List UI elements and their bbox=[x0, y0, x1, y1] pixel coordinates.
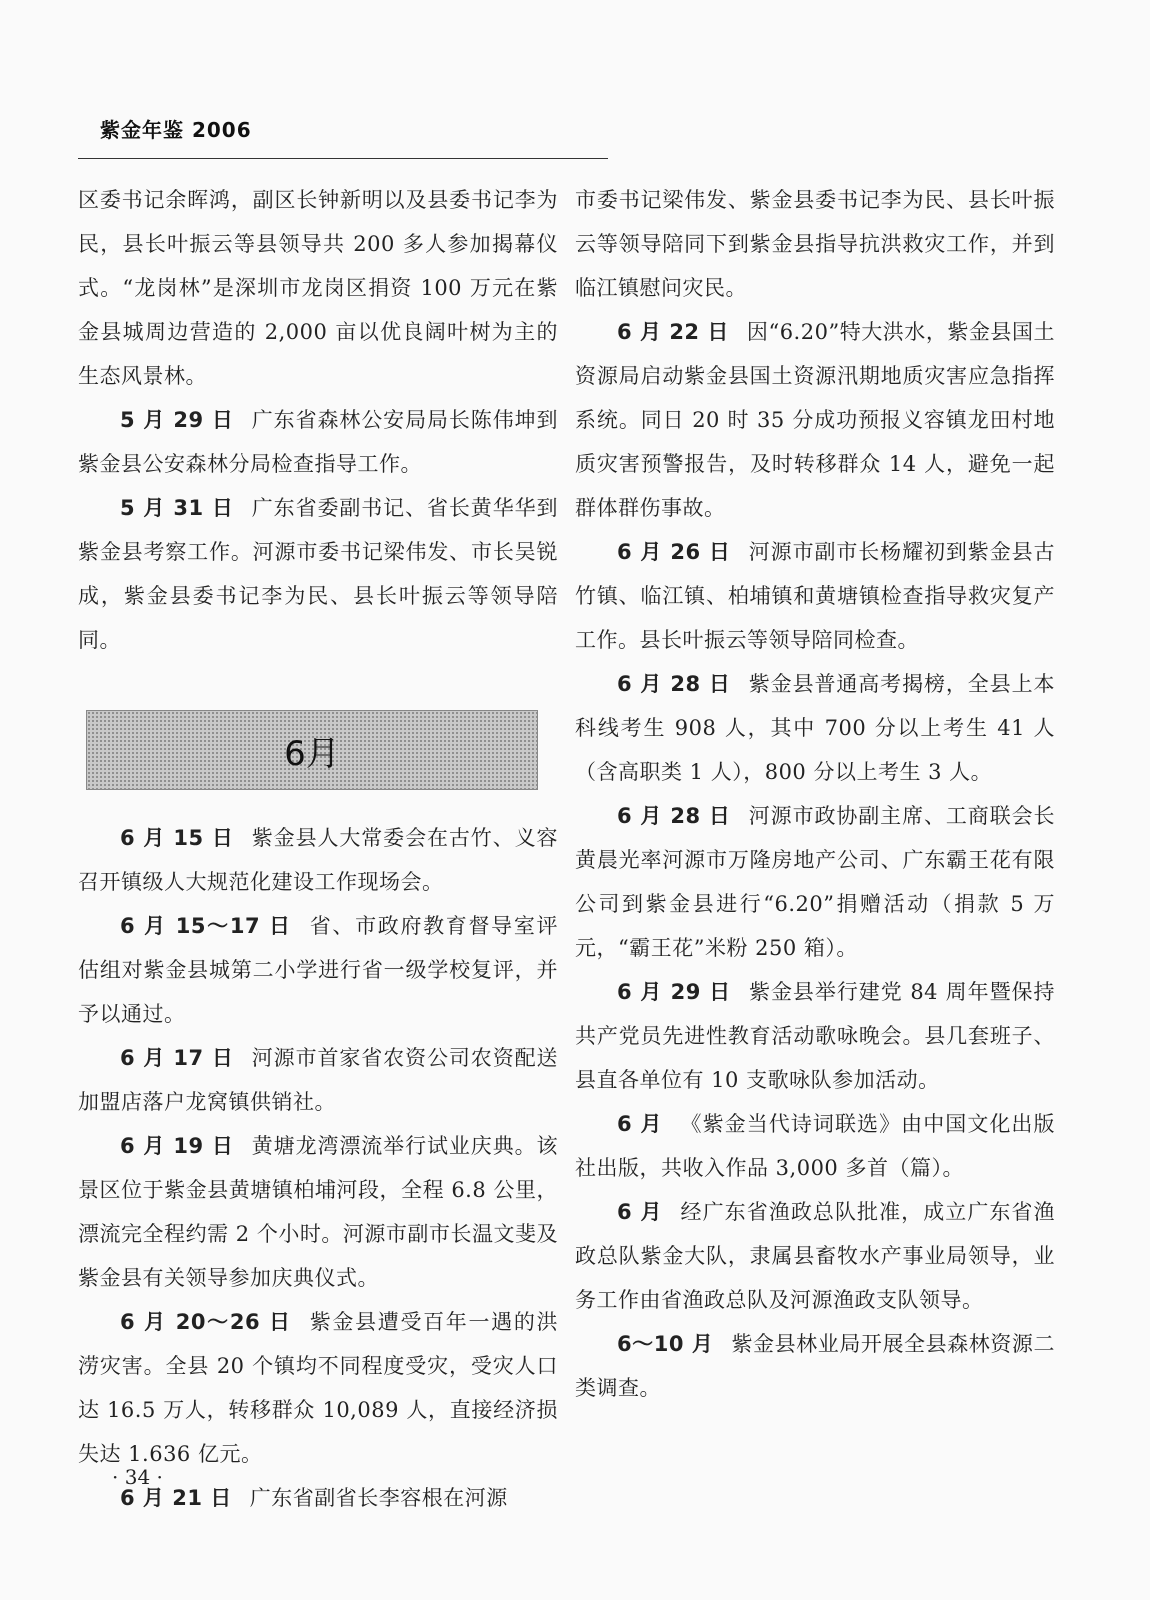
chronicle-entry bbox=[78, 816, 558, 904]
entry-date: 6 月 15 日 bbox=[120, 826, 234, 850]
entry-text: 河源市政协副主席、工商联会长黄晨光率河源市万隆房地产公司、广东霸王花有限公司到紫金县进行“6.20”捐赠活动（捐款 5 万元，“霸王花”米粉 250 箱）。 bbox=[575, 804, 1055, 960]
chronicle-entry bbox=[78, 486, 558, 662]
entry-text: 紫金县林业局开展全县森林资源二类调查。 bbox=[575, 1332, 1055, 1400]
entry-text: 省、市政府教育督导室评估组对紫金县城第二小学进行省一级学校复评，并予以通过。 bbox=[78, 914, 558, 1026]
entry-date: 6 月 28 日 bbox=[617, 804, 731, 828]
entry-text: 经广东省渔政总队批准，成立广东省渔政总队紫金大队，隶属县畜牧水产事业局领导，业务工作由省渔政总队及河源渔政支队领导。 bbox=[575, 1200, 1055, 1312]
entry-date: 6 月 15～17 日 bbox=[120, 914, 292, 938]
entry-date: 6 月 bbox=[617, 1112, 663, 1136]
entry-date: 6 月 22 日 bbox=[617, 320, 729, 344]
entry-text: 紫金县举行建党 84 周年暨保持共产党员先进性教育活动歌咏晚会。县几套班子、县直各单位有 10 支歌咏队参加活动。 bbox=[575, 980, 1055, 1092]
page-number: · 34 · bbox=[112, 1465, 163, 1489]
month-heading: 6月 bbox=[284, 733, 340, 774]
chronicle-entry bbox=[575, 530, 1055, 662]
continued-paragraph: 区委书记余晖鸿，副区长钟新明以及县委书记李为民，县长叶振云等县领导共 200 多人参加揭幕仪式。“龙岗林”是深圳市龙岗区捐资 100 万元在紫金县城周边营造的 2,000 亩以优良阔叶树为主的生态风景林。 bbox=[78, 188, 558, 388]
chronicle-entry bbox=[78, 1124, 558, 1300]
entry-text: 《紫金当代诗词联选》由中国文化出版社出版，共收入作品 3,000 多首（篇）。 bbox=[575, 1112, 1055, 1180]
entry-text: 河源市首家省农资公司农资配送加盟店落户龙窝镇供销社。 bbox=[78, 1046, 558, 1114]
entry-date: 6 月 28 日 bbox=[617, 672, 731, 696]
entry-date: 5 月 31 日 bbox=[120, 496, 234, 520]
entry-date: 6 月 29 日 bbox=[617, 980, 732, 1004]
entry-text: 广东省副省长李容根在河源 bbox=[249, 1486, 508, 1510]
continued-paragraph: 市委书记梁伟发、紫金县委书记李为民、县长叶振云等领导陪同下到紫金县指导抗洪救灾工作，并到临江镇慰问灾民。 bbox=[575, 188, 1055, 300]
entry-text: 广东省森林公安局局长陈伟坤到紫金县公安森林分局检查指导工作。 bbox=[78, 408, 558, 476]
running-header bbox=[78, 110, 608, 159]
entry-text: 紫金县遭受百年一遇的洪涝灾害。全县 20 个镇均不同程度受灾，受灾人口达 16.5 万人，转移群众 10,089 人，直接经济损失达 1.636 亿元。 bbox=[78, 1310, 558, 1466]
entry-text: 黄塘龙湾漂流举行试业庆典。该景区位于紫金县黄塘镇柏埔河段，全程 6.8 公里，漂流完全程约需 2 个小时。河源市副市长温文斐及紫金县有关领导参加庆典仪式。 bbox=[78, 1134, 558, 1290]
chronicle-entry bbox=[575, 1322, 1055, 1410]
right-column bbox=[575, 178, 1055, 1410]
left-column bbox=[78, 178, 558, 1520]
entry-date: 6 月 bbox=[617, 1200, 663, 1224]
entry-date: 6 月 26 日 bbox=[617, 540, 731, 564]
entry-text: 紫金县人大常委会在古竹、义容召开镇级人大规范化建设工作现场会。 bbox=[78, 826, 558, 894]
chronicle-entry bbox=[575, 970, 1055, 1102]
chronicle-entry bbox=[575, 1102, 1055, 1190]
chronicle-entry bbox=[575, 662, 1055, 794]
chronicle-entry bbox=[575, 794, 1055, 970]
chronicle-entry bbox=[78, 1036, 558, 1124]
month-heading-banner bbox=[86, 710, 538, 790]
yearbook-title: 紫金年鉴 2006 bbox=[100, 118, 252, 142]
entry-date: 6 月 19 日 bbox=[120, 1134, 234, 1158]
chronicle-entry bbox=[78, 398, 558, 486]
entry-text: 因“6.20”特大洪水，紫金县国土资源局启动紫金县国土资源汛期地质灾害应急指挥系统。同日 20 时 35 分成功预报义容镇龙田村地质灾害预警报告，及时转移群众 14 人，避免一起群体群伤事故。 bbox=[575, 320, 1055, 520]
entry-date: 6 月 17 日 bbox=[120, 1046, 234, 1070]
chronicle-entry bbox=[78, 1300, 558, 1476]
entry-text: 河源市副市长杨耀初到紫金县古竹镇、临江镇、柏埔镇和黄塘镇检查指导救灾复产工作。县长叶振云等领导陪同检查。 bbox=[575, 540, 1055, 652]
entry-date: 6～10 月 bbox=[617, 1332, 714, 1356]
entry-date: 6 月 20～26 日 bbox=[120, 1310, 292, 1334]
entry-text: 广东省委副书记、省长黄华华到紫金县考察工作。河源市委书记梁伟发、市长吴锐成，紫金县委书记李为民、县长叶振云等领导陪同。 bbox=[78, 496, 558, 652]
chronicle-entry bbox=[575, 1190, 1055, 1322]
chronicle-entry bbox=[575, 310, 1055, 530]
entry-text: 紫金县普通高考揭榜，全县上本科线考生 908 人，其中 700 分以上考生 41 人（含高职类 1 人），800 分以上考生 3 人。 bbox=[575, 672, 1055, 784]
entry-date: 5 月 29 日 bbox=[120, 408, 234, 432]
chronicle-entry bbox=[78, 904, 558, 1036]
entry-date: 6 月 21 日 bbox=[120, 1486, 232, 1510]
